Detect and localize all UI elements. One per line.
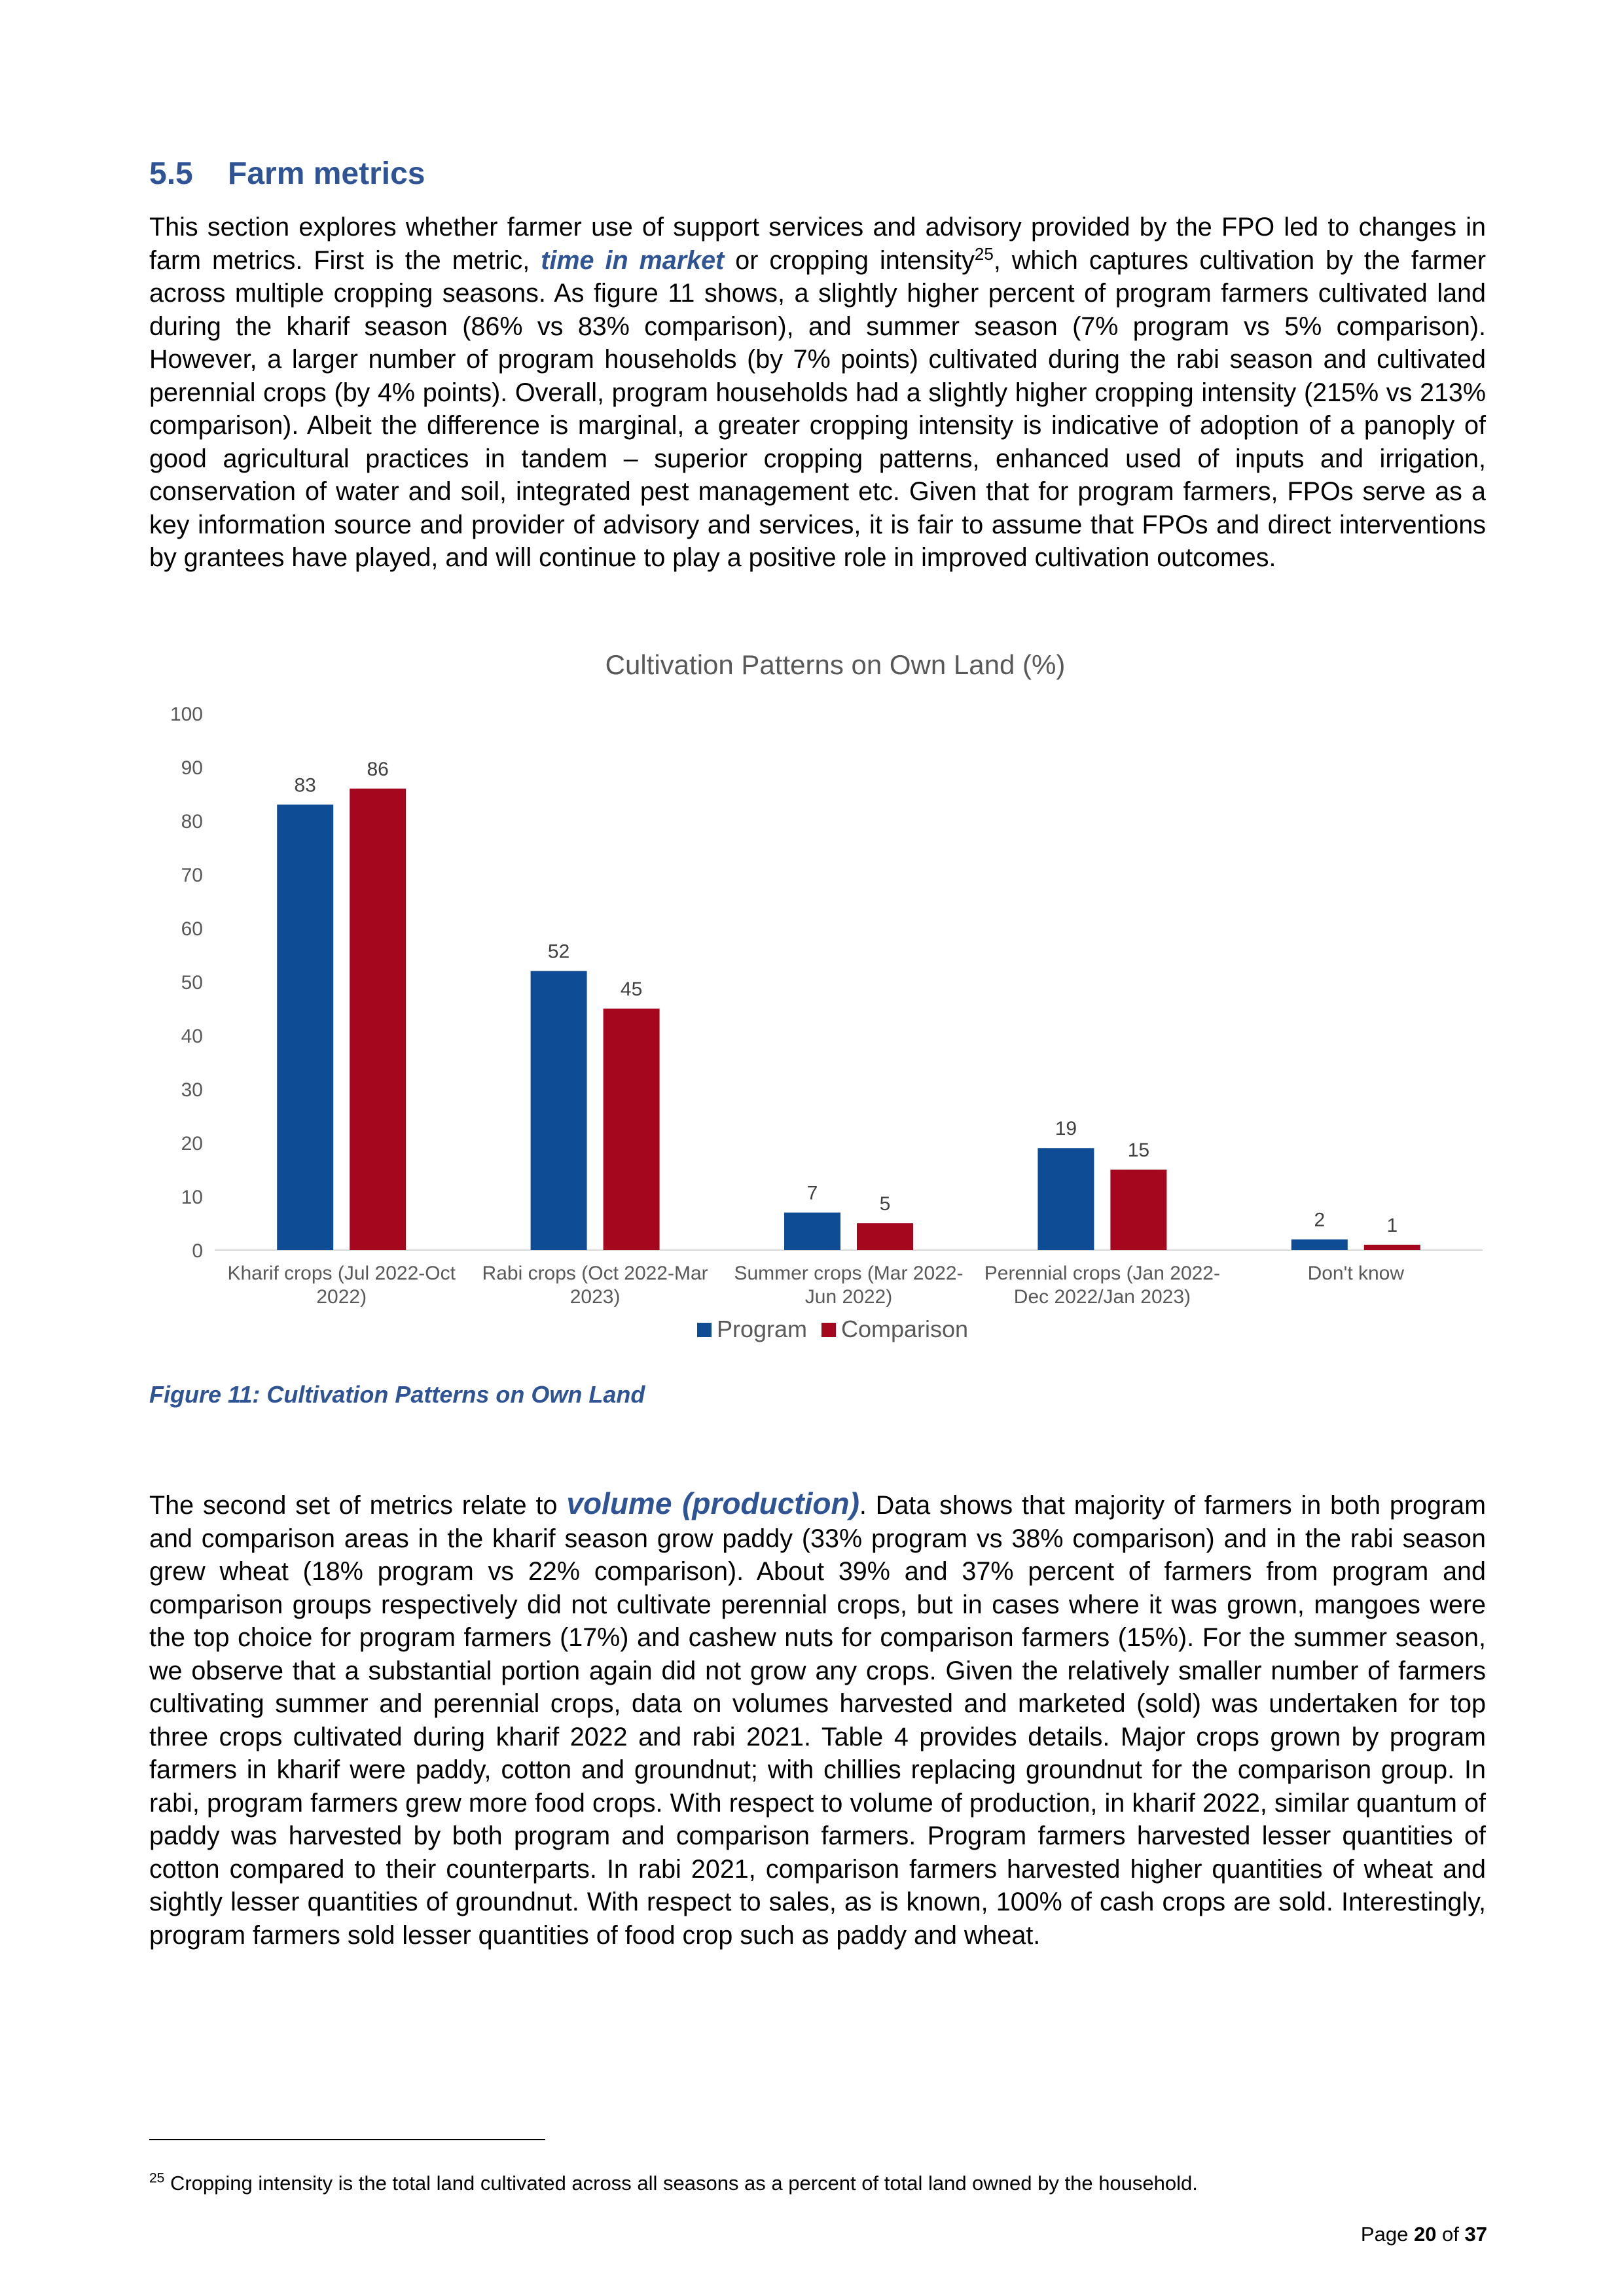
data-label: 2 (1314, 1209, 1326, 1231)
y-tick-label: 0 (192, 1240, 203, 1262)
y-axis (170, 704, 203, 1262)
y-tick-label: 20 (181, 1133, 203, 1155)
bar-program (277, 804, 333, 1250)
chart-title: Cultivation Patterns on Own Land (%) (605, 649, 1066, 680)
para2-text-1: The second set of metrics relate to (149, 1491, 567, 1520)
legend-label-program: Program (717, 1316, 808, 1342)
bar-program (784, 1213, 840, 1250)
page-total: 37 (1464, 2223, 1487, 2246)
bar-comparison (1110, 1170, 1166, 1250)
data-label: 86 (367, 758, 389, 780)
bar-comparison (1364, 1245, 1420, 1250)
page-number (1361, 2223, 1487, 2246)
para1-text-2: or cropping intensity (724, 245, 975, 275)
bar-chart (149, 632, 1486, 1368)
x-tick-label: Summer crops (Mar 2022-Jun 2022) (734, 1263, 964, 1308)
footnote-reference[interactable]: 25 (974, 243, 994, 264)
data-label: 52 (547, 941, 570, 963)
y-tick-label: 10 (181, 1187, 203, 1208)
legend-swatch-program (697, 1323, 712, 1337)
footnote-separator (149, 2139, 545, 2140)
y-tick-label: 50 (181, 972, 203, 994)
x-tick-label: Rabi crops (Oct 2022-Mar 2023) (482, 1263, 708, 1308)
page-prefix: Page (1360, 2223, 1414, 2246)
data-label: 45 (620, 978, 643, 1000)
figure-caption: Figure 11: Cultivation Patterns on Own Land (149, 1381, 645, 1408)
bar-program (1038, 1148, 1094, 1250)
data-label: 83 (294, 774, 316, 797)
y-tick-label: 70 (181, 865, 203, 886)
data-label: 5 (879, 1193, 891, 1215)
bar-comparison (350, 789, 406, 1250)
footnote (149, 2172, 1198, 2195)
x-axis-labels (227, 1263, 1404, 1308)
footnote-number: 25 (149, 2170, 165, 2186)
bar-program (1291, 1240, 1348, 1250)
data-label: 1 (1386, 1214, 1398, 1236)
section-title: Farm metrics (228, 156, 425, 191)
para2-text-2: . Data shows that majority of farmers in both program and comparison areas in the kharif season grow paddy (33% program vs 38% comparison) and in the rabi season grew wheat (18% program vs 22% comparison). About 39% and 37% percent of farmers from program and comparison groups respectively did not cultivate perennial crops, but in cases where it was grown, mangoes were the top choice for program farmers (17%) and cashew nuts for comparison farmers (15%). For the summer season, we observe that a substantial portion again did not grow any crops. Given the relatively smaller number of farmers cultivating summer and perennial crops, data on volumes harvested and marketed (sold) was undertaken for top three crops cultivated during kharif 2022 and rabi 2021. Table 4 provides details. Major crops grown by program farmers in kharif were paddy, cotton and groundnut; with chillies replacing groundnut for the comparison group. In rabi, program farmers grew more food crops. With respect to volume of production, in kharif 2022, similar quantum of paddy was harvested by both program and comparison farmers. Program farmers harvested lesser quantities of cotton compared to their counterparts. In rabi 2021, comparison farmers harvested higher quantities of wheat and sightly lesser quantities of groundnut. With respect to sales, as is known, 100% of cash crops are sold. Interestingly, program farmers sold lesser quantities of food crop such as paddy and wheat. (149, 1491, 1487, 1950)
page-of: of (1436, 2223, 1465, 2246)
y-tick-label: 60 (181, 918, 203, 940)
y-tick-label: 30 (181, 1079, 203, 1101)
section-number: 5.5 (149, 156, 193, 191)
para1-highlight: time in market (541, 245, 725, 275)
footnote-text: Cropping intensity is the total land cultivated across all seasons as a percent of total land owned by the household. (164, 2172, 1198, 2195)
legend-swatch-comparison (821, 1323, 836, 1337)
y-tick-label: 90 (181, 757, 203, 779)
x-tick-label: Kharif crops (Jul 2022-Oct 2022) (227, 1263, 456, 1308)
x-tick-label: Don't know (1307, 1263, 1405, 1284)
bar-comparison (857, 1223, 913, 1250)
bar-series-group (277, 759, 1420, 1250)
chart-legend (697, 1316, 968, 1342)
para1-text-1: This section explores whether farmer use of support services and advisory provided by the FPO led to changes in farm metrics. First is the metric, (149, 213, 1486, 275)
y-tick-label: 100 (170, 704, 203, 725)
para2-highlight: volume (production) (566, 1486, 859, 1520)
para1-text-3: , which captures cultivation by the farmer across multiple cropping seasons. As figure 11 shows, a slightly higher percent of program farmers cultivated land during the kharif season (86% vs 83% comparison), and summer season (7% program vs 5% comparison). However, a larger number of program households (by 7% points) cultivated during the rabi season and cultivated perennial crops (by 4% points). Overall, program households had a slightly higher cropping intensity (215% vs 213% comparison). Albeit the difference is marginal, a greater cropping intensity is indicative of adoption of a panoply of good agricultural practices in tandem – superior cropping patterns, enhanced used of inputs and irrigation, conservation of water and soil, integrated pest management etc. Given that for program farmers, FPOs serve as a key information source and provider of advisory and services, it is fair to assume that FPOs and direct interventions by grantees have played, and will continue to play a positive role in improved cultivation outcomes. (149, 245, 1486, 572)
data-label: 7 (806, 1182, 818, 1204)
intro-paragraph (149, 211, 1486, 575)
bar-program (531, 971, 587, 1250)
data-label: 15 (1127, 1139, 1150, 1161)
bar-comparison (604, 1009, 660, 1250)
x-tick-label: Perennial crops (Jan 2022-Dec 2022/Jan 2023) (984, 1263, 1221, 1308)
volume-paragraph (149, 1487, 1486, 1952)
y-tick-label: 40 (181, 1026, 203, 1047)
legend-label-comparison: Comparison (841, 1316, 969, 1342)
section-heading (149, 156, 425, 192)
y-tick-label: 80 (181, 811, 203, 833)
page-current: 20 (1413, 2223, 1437, 2246)
data-label: 19 (1055, 1118, 1077, 1140)
